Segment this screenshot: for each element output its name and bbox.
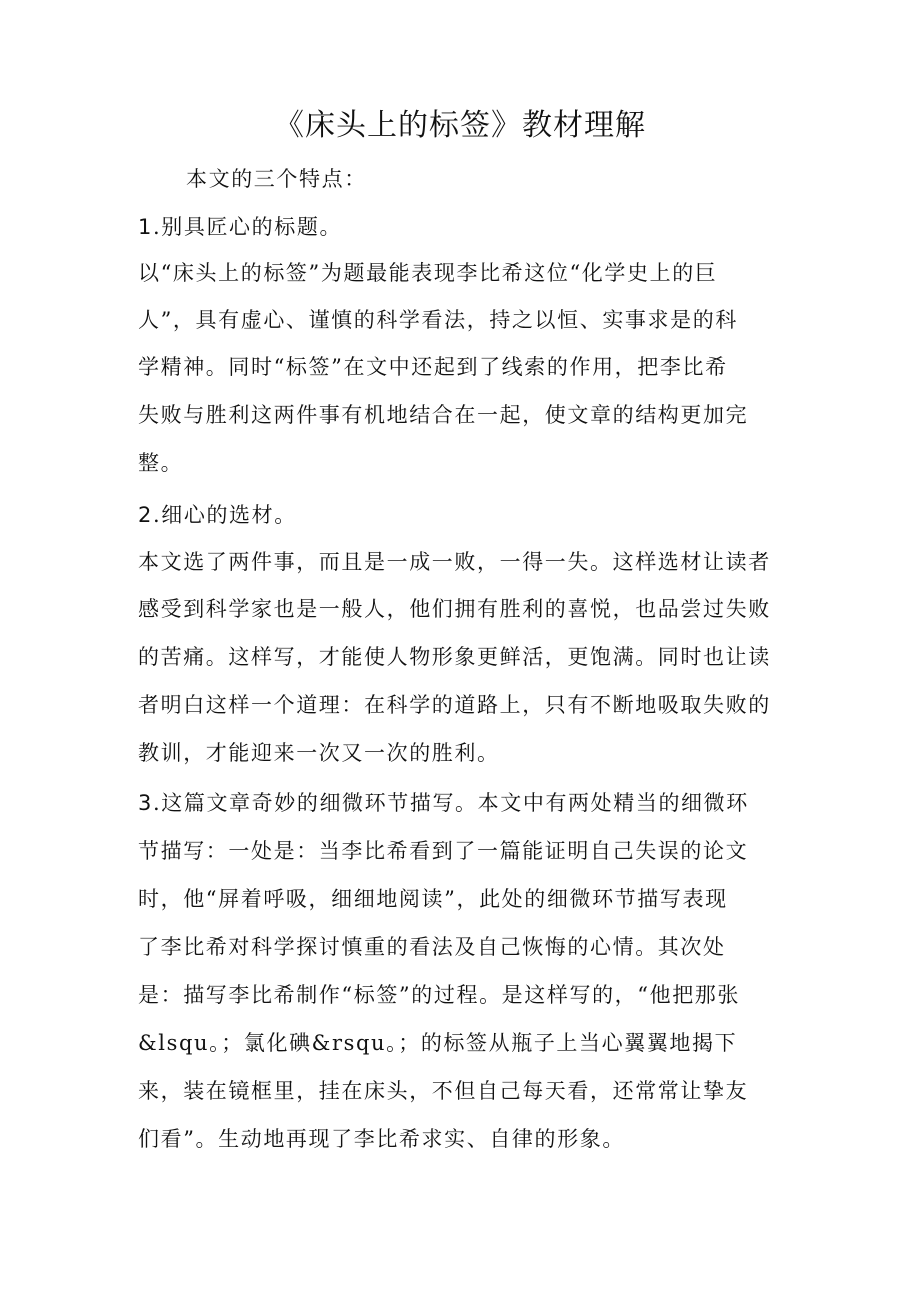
paragraph-line: 人”，具有虚心、谨慎的科学看法，持之以恒、实事求是的科 bbox=[138, 308, 738, 332]
paragraph-line: 感受到科学家也是一般人，他们拥有胜利的喜悦，也品尝过失败 bbox=[138, 597, 771, 621]
section-heading-text: .这篇文章奇妙的细微环节描写。本文中有两处精当的细微环 bbox=[152, 791, 749, 815]
paragraph-line: 节描写：一处是：当李比希看到了一篇能证明自己失误的论文 bbox=[138, 839, 749, 863]
paragraph-line: 时，他“屏着呼吸，细细地阅读”，此处的细微环节描写表现 bbox=[138, 887, 728, 911]
paragraph-line: 们看”。生动地再现了李比希求实、自律的形象。 bbox=[138, 1127, 625, 1151]
section-number: 1 bbox=[138, 215, 153, 239]
section-heading-3 bbox=[138, 788, 749, 818]
paragraph-line: 失败与胜利这两件事有机地结合在一起，使文章的结构更加完 bbox=[138, 403, 749, 427]
section-number: 3 bbox=[138, 791, 153, 815]
paragraph-line: 整。 bbox=[138, 451, 184, 475]
section-heading-text: .细心的选材。 bbox=[152, 503, 297, 527]
section-heading-1 bbox=[138, 212, 342, 242]
paragraph-line: 者明白这样一个道理：在科学的道路上，只有不断地吸取失败的 bbox=[138, 693, 771, 717]
paragraph-line: 了李比希对科学探讨慎重的看法及自己恢悔的心情。其次处 bbox=[138, 935, 726, 959]
document-title: 《床头上的标签》教材理解 bbox=[274, 108, 646, 143]
section-heading-2 bbox=[138, 500, 297, 530]
paragraph-line: 以“床头上的标签”为题最能表现李比希这位“化学史上的巨 bbox=[138, 261, 718, 285]
section-number: 2 bbox=[138, 503, 153, 527]
paragraph-line: 来，装在镜框里，挂在床头，不但自己每天看，还常常让挚友 bbox=[138, 1079, 749, 1103]
paragraph-line: 是：描写李比希制作“标签”的过程。是这样写的，“他把那张 bbox=[138, 983, 741, 1007]
paragraph-line: &lsqu。；氯化碘&rsqu。；的标签从瓶子上当心翼翼地揭下 bbox=[138, 1031, 738, 1055]
section-heading-text: .别具匠心的标题。 bbox=[152, 215, 343, 239]
paragraph-line: 本文选了两件事，而且是一成一败，一得一失。这样选材让读者 bbox=[138, 550, 771, 574]
paragraph-line: 的苦痛。这样写，才能使人物形象更鲜活，更饱满。同时也让读 bbox=[138, 645, 771, 669]
paragraph-line: 教训，才能迎来一次又一次的胜利。 bbox=[138, 741, 500, 765]
intro-line: 本文的三个特点： bbox=[186, 167, 367, 191]
paragraph-line: 学精神。同时“标签”在文中还起到了线索的作用，把李比希 bbox=[138, 355, 728, 379]
